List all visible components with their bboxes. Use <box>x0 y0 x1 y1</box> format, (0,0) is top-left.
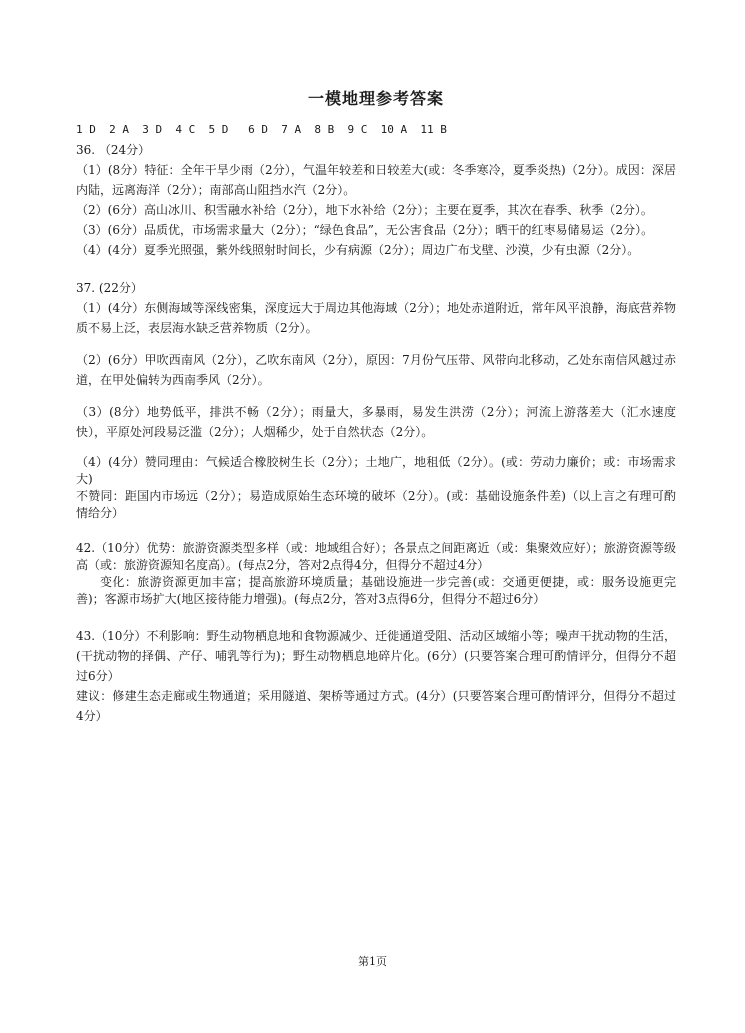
q36-part-2: （2）(6分）高山冰川、积雪融水补给（2分），地下水补给（2分）；主要在夏季，其次在春季、秋季（2分）。 <box>76 203 653 217</box>
page-title: 一模地理参考答案 <box>307 89 444 108</box>
answer-sheet <box>76 86 676 726</box>
q42-block <box>76 540 676 608</box>
page-number: 第1页 <box>358 955 387 968</box>
q37-part-1: （1）(4分）东侧海域等深线密集，深度远大于周边其他海域（2分）；地处赤道附近，常年风平浪静，海底营养物质不易上泛，表层海水缺乏营养物质（2分）。 <box>76 301 676 335</box>
q37-part-4-block <box>76 454 676 522</box>
multiple-choice-answers: 1 D 2 A 3 D 4 C 5 D 6 D 7 A 8 B 9 C 10 A 11 B <box>76 123 447 136</box>
q36-part-3: （3）(6分）品质优，市场需求量大（2分）；“绿色食品”，无公害食品（2分）；晒干的红枣易储易运（2分）。 <box>76 223 654 237</box>
q42-changes: 变化：旅游资源更加丰富；提高旅游环境质量；基础设施进一步完善(或：交通更便捷，或：服务设施更完善)；客源市场扩大(地区接待能力增强)。(每点2分，答对3点得6分，但得分不超过6分） <box>76 575 676 606</box>
q36-part-1: （1）(8分）特征：全年干旱少雨（2分），气温年较差和日较差大(或：冬季寒冷，夏季炎热)（2分）。成因：深居内陆，远离海洋（2分）；南部高山阻挡水汽（2分）。 <box>76 163 676 197</box>
q43-impacts: 43.（10分）不利影响：野生动物栖息地和食物源减少、迁徙通道受阻、活动区域缩小等；噪声干扰动物的生活，(干扰动物的择偶、产仔、哺乳等行为)；野生动物栖息地碎片化。(6分）(只要答案合理可酌情评分，但得分不超过6分） <box>76 629 676 683</box>
q37-part-2: （2）(6分）甲吹西南风（2分），乙吹东南风（2分），原因：7月份气压带、风带向北移动，乙处东南信风越过赤道，在甲处偏转为西南季风（2分）。 <box>76 353 676 387</box>
q37-part-4-alt: 不赞同：距国内市场远（2分）；易造成原始生态环境的破坏（2分）。(或：基础设施条件差)（以上言之有理可酌情给分） <box>76 489 676 520</box>
q43-suggestions: 建议：修建生态走廊或生物通道；采用隧道、架桥等通过方式。(4分）(只要答案合理可酌情评分，但得分不超过4分） <box>76 689 676 723</box>
q36-part-4: （4）(4分）夏季光照强，紫外线照射时间长，少有病源（2分）；周边广布戈壁、沙漠，少有虫源（2分）。 <box>76 243 640 257</box>
q37-header: 37. (22分） <box>76 281 143 295</box>
q36-header: 36. （24分） <box>76 143 151 157</box>
q37-part-4: （4）(4分）赞同理由：气候适合橡胶树生长（2分）；土地广，地租低（2分）。(或：劳动力廉价；或：市场需求大) <box>76 455 676 486</box>
q37-part-3: （3）(8分）地势低平，排洪不畅（2分）；雨量大，多暴雨，易发生洪涝（2分）；河流上游落差大（汇水速度快），平原处河段易泛滥（2分）；人烟稀少，处于自然状态（2分）。 <box>76 405 676 439</box>
q42-advantages: 42.（10分）优势：旅游资源类型多样（或：地域组合好）；各景点之间距离近（或：集聚效应好）；旅游资源等级高（或：旅游资源知名度高）。(每点2分，答对2点得4分，但得分不超过4分） <box>76 541 676 572</box>
